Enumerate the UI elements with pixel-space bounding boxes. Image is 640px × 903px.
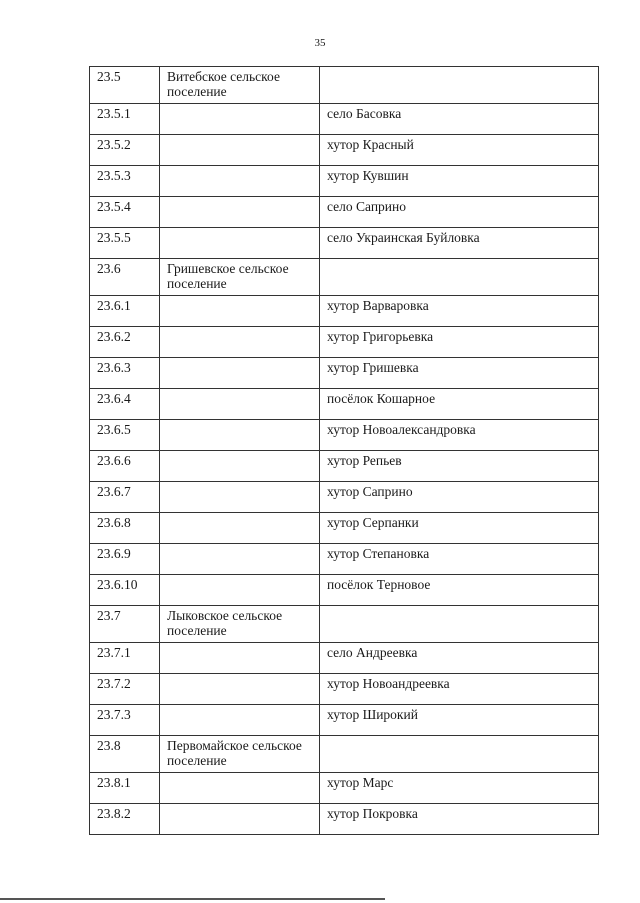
table-row (90, 451, 599, 482)
settlement-name-cell (160, 389, 320, 420)
table-row (90, 420, 599, 451)
locality-cell: хутор Саприно (320, 482, 599, 513)
row-number-cell: 23.7.1 (90, 643, 160, 674)
settlement-name-cell (160, 451, 320, 482)
table-row (90, 327, 599, 358)
locality-cell: хутор Красный (320, 135, 599, 166)
locality-cell: хутор Серпанки (320, 513, 599, 544)
table-body (90, 67, 599, 835)
settlement-name-cell (160, 705, 320, 736)
table-row (90, 705, 599, 736)
table-row (90, 736, 599, 773)
row-number-cell: 23.6.4 (90, 389, 160, 420)
row-number-cell: 23.6.6 (90, 451, 160, 482)
locality-cell: хутор Новоандреевка (320, 674, 599, 705)
locality-cell: посёлок Терновое (320, 575, 599, 606)
row-number-cell: 23.7.2 (90, 674, 160, 705)
table-row (90, 67, 599, 104)
locality-cell: хутор Новоалександровка (320, 420, 599, 451)
settlement-name-cell: Витебское сельское поселение (160, 67, 320, 104)
settlement-name-cell (160, 197, 320, 228)
table-row (90, 482, 599, 513)
row-number-cell: 23.5.3 (90, 166, 160, 197)
locality-cell: хутор Марс (320, 773, 599, 804)
page-number: 35 (314, 37, 326, 49)
row-number-cell: 23.6.3 (90, 358, 160, 389)
table-row (90, 674, 599, 705)
bottom-rule (0, 898, 385, 900)
locality-cell (320, 736, 599, 773)
table-row (90, 513, 599, 544)
settlement-name-cell: Лыковское сельское поселение (160, 606, 320, 643)
table-row (90, 296, 599, 327)
settlement-name-cell: Гришевское сельское поселение (160, 259, 320, 296)
settlement-name-cell (160, 135, 320, 166)
row-number-cell: 23.5 (90, 67, 160, 104)
table-row (90, 643, 599, 674)
row-number-cell: 23.6.2 (90, 327, 160, 358)
locality-cell (320, 606, 599, 643)
locality-cell (320, 259, 599, 296)
settlement-name-cell: Первомайское сельское поселение (160, 736, 320, 773)
row-number-cell: 23.6.7 (90, 482, 160, 513)
table-row (90, 358, 599, 389)
row-number-cell: 23.7.3 (90, 705, 160, 736)
row-number-cell: 23.6.9 (90, 544, 160, 575)
table-row (90, 197, 599, 228)
row-number-cell: 23.5.1 (90, 104, 160, 135)
row-number-cell: 23.8.2 (90, 804, 160, 835)
locality-cell: посёлок Кошарное (320, 389, 599, 420)
table-row (90, 575, 599, 606)
table-row (90, 389, 599, 420)
settlement-name-cell (160, 773, 320, 804)
settlement-name-cell (160, 804, 320, 835)
settlement-name-cell (160, 420, 320, 451)
locality-cell: село Андреевка (320, 643, 599, 674)
settlement-name-cell (160, 513, 320, 544)
table-row (90, 606, 599, 643)
table-row (90, 804, 599, 835)
locality-cell: хутор Репьев (320, 451, 599, 482)
row-number-cell: 23.5.5 (90, 228, 160, 259)
locality-cell: хутор Кувшин (320, 166, 599, 197)
row-number-cell: 23.8.1 (90, 773, 160, 804)
settlement-name-cell (160, 296, 320, 327)
row-number-cell: 23.5.2 (90, 135, 160, 166)
table-row (90, 544, 599, 575)
settlement-name-cell (160, 575, 320, 606)
table-row (90, 228, 599, 259)
locality-cell: хутор Варваровка (320, 296, 599, 327)
locality-cell: село Украинская Буйловка (320, 228, 599, 259)
locality-cell: село Басовка (320, 104, 599, 135)
locality-cell: хутор Григорьевка (320, 327, 599, 358)
settlement-name-cell (160, 228, 320, 259)
settlement-name-cell (160, 104, 320, 135)
locality-cell: село Саприно (320, 197, 599, 228)
table-row (90, 166, 599, 197)
settlement-name-cell (160, 482, 320, 513)
row-number-cell: 23.7 (90, 606, 160, 643)
row-number-cell: 23.8 (90, 736, 160, 773)
row-number-cell: 23.6.1 (90, 296, 160, 327)
settlement-name-cell (160, 358, 320, 389)
locality-cell (320, 67, 599, 104)
table-row (90, 104, 599, 135)
row-number-cell: 23.6.8 (90, 513, 160, 544)
settlement-name-cell (160, 674, 320, 705)
settlement-name-cell (160, 166, 320, 197)
table-row (90, 135, 599, 166)
row-number-cell: 23.6.5 (90, 420, 160, 451)
locality-cell: хутор Покровка (320, 804, 599, 835)
table-row (90, 773, 599, 804)
table-row (90, 259, 599, 296)
settlements-table (89, 66, 599, 835)
settlement-name-cell (160, 327, 320, 358)
locality-cell: хутор Широкий (320, 705, 599, 736)
settlement-name-cell (160, 643, 320, 674)
row-number-cell: 23.6.10 (90, 575, 160, 606)
locality-cell: хутор Степановка (320, 544, 599, 575)
settlement-name-cell (160, 544, 320, 575)
row-number-cell: 23.5.4 (90, 197, 160, 228)
row-number-cell: 23.6 (90, 259, 160, 296)
locality-cell: хутор Гришевка (320, 358, 599, 389)
